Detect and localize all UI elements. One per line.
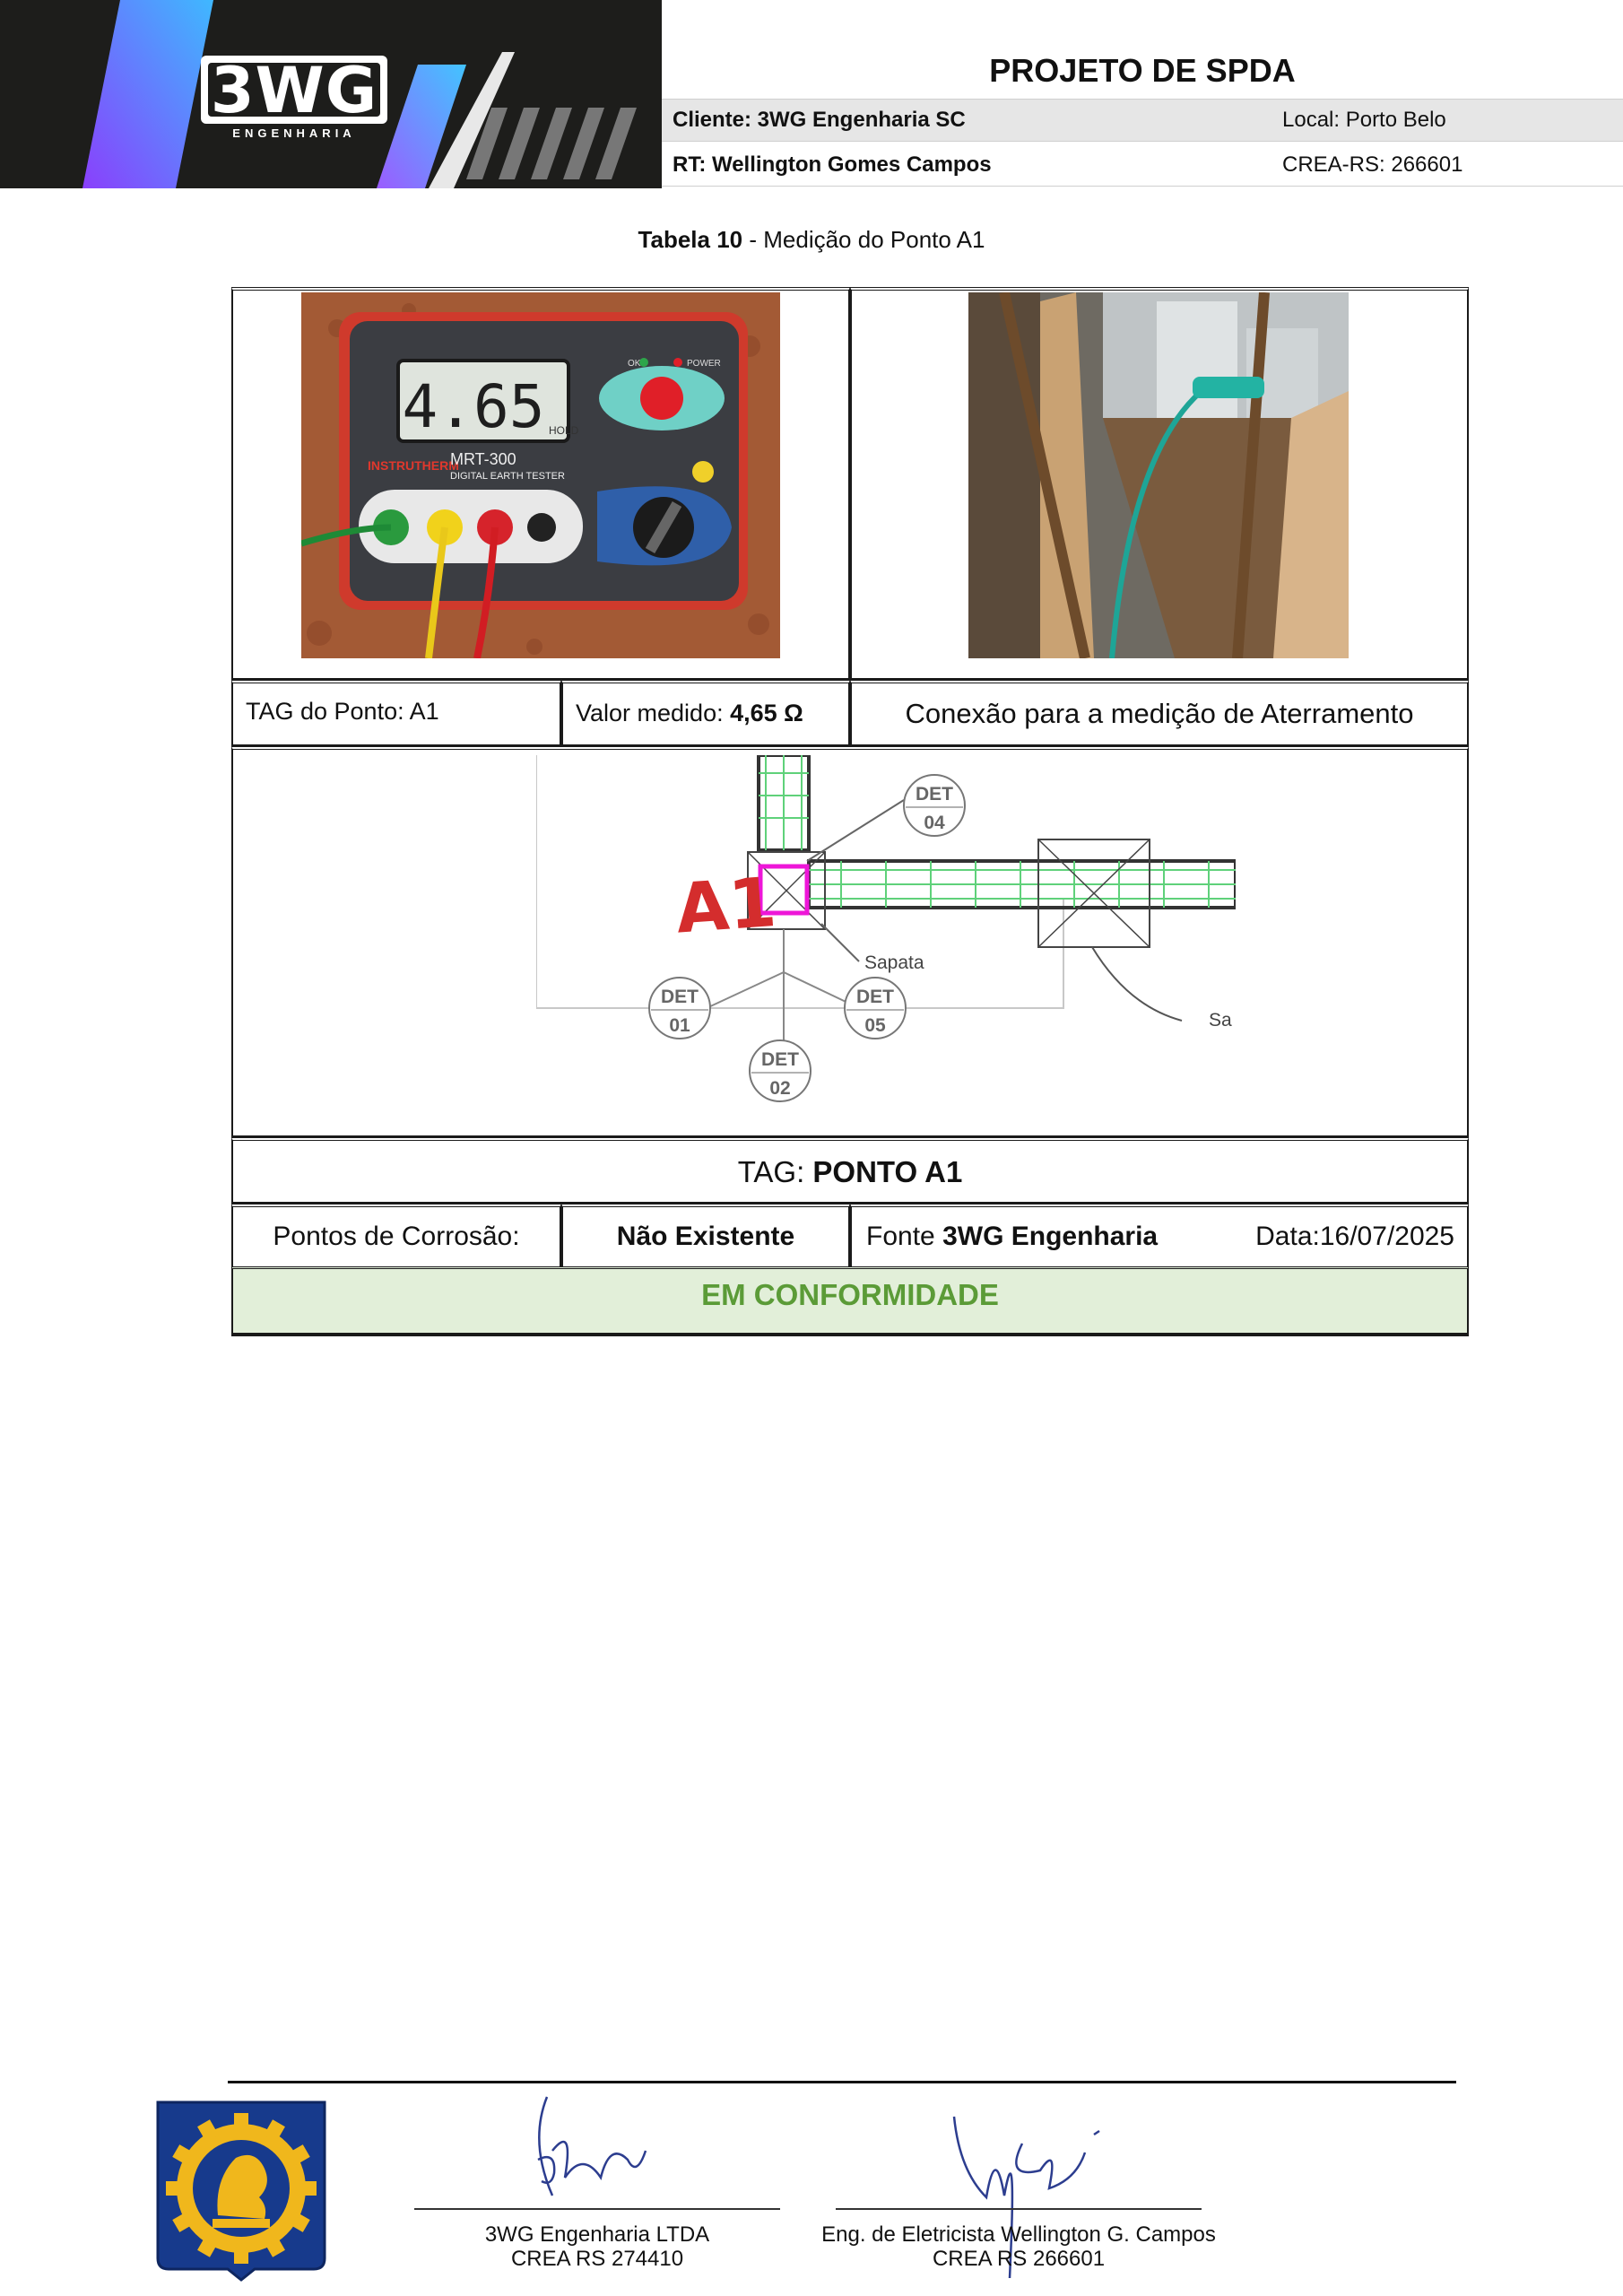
document-title: PROJETO DE SPDA bbox=[989, 52, 1296, 89]
table-caption bbox=[0, 226, 1623, 254]
measured-value-cell bbox=[561, 680, 850, 746]
source-text bbox=[866, 1222, 1158, 1252]
point-a1-label: A1 bbox=[673, 861, 779, 949]
meter-photo-cell bbox=[231, 287, 850, 680]
earth-tester-photo bbox=[301, 292, 780, 658]
det-05-number: 05 bbox=[864, 1015, 886, 1036]
source-date-cell bbox=[850, 1204, 1469, 1268]
det-01-number: 01 bbox=[669, 1015, 690, 1036]
location-label: Local: Porto Belo bbox=[1282, 108, 1446, 132]
det-02-word: DET bbox=[761, 1049, 799, 1070]
logo-subtext: ENGENHARIA bbox=[232, 126, 356, 140]
grounding-plan-drawing bbox=[536, 755, 1236, 1114]
meter-ok-label: OK bbox=[628, 359, 641, 369]
meter-display: 4.65 bbox=[402, 372, 545, 441]
client-label: Cliente: 3WG Engenharia SC bbox=[673, 108, 966, 132]
corrosion-value: Não Existente bbox=[616, 1222, 795, 1251]
measured-value-text bbox=[576, 700, 803, 727]
det-04-marker bbox=[904, 775, 965, 836]
meter-brand: INSTRUTHERM bbox=[368, 458, 459, 473]
det-02-marker bbox=[750, 1040, 811, 1101]
signature-1-icon bbox=[502, 2088, 690, 2213]
measured-value: 4,65 Ω bbox=[730, 700, 803, 726]
caption-rest: - Medição do Ponto A1 bbox=[742, 226, 985, 253]
connection-photo-cell bbox=[850, 287, 1469, 680]
tag-row-cell bbox=[231, 1137, 1469, 1204]
status-cell bbox=[231, 1266, 1469, 1336]
det-02-number: 02 bbox=[769, 1078, 791, 1099]
caption-bold: Tabela 10 bbox=[638, 226, 743, 253]
sapata-label: Sapata bbox=[864, 952, 924, 973]
date-text: Data:16/07/2025 bbox=[1255, 1222, 1454, 1251]
connection-label-cell bbox=[850, 680, 1469, 746]
source-value: 3WG Engenharia bbox=[942, 1222, 1159, 1251]
signer-2-block bbox=[791, 2222, 1246, 2271]
tag-row-value: PONTO A1 bbox=[812, 1155, 963, 1188]
tag-point-label: TAG do Ponto: A1 bbox=[246, 698, 439, 725]
meter-hold-label: HOLD bbox=[549, 424, 579, 437]
connection-photo bbox=[968, 292, 1349, 658]
det-04-word: DET bbox=[916, 784, 953, 804]
logo-text: 3WG bbox=[210, 54, 378, 127]
det-01-marker bbox=[649, 978, 710, 1039]
corrosion-value-cell bbox=[561, 1204, 850, 1268]
meter-power-label: POWER bbox=[687, 359, 721, 369]
rt-label: RT: Wellington Gomes Campos bbox=[673, 152, 992, 177]
signer-1-name: 3WG Engenharia LTDA bbox=[484, 2222, 710, 2247]
meter-model: MRT-300 bbox=[450, 450, 516, 468]
header-logo-banner bbox=[0, 0, 662, 188]
signer-1-block bbox=[414, 2222, 780, 2271]
corrosion-label-cell bbox=[231, 1204, 561, 1268]
crea-seal-icon bbox=[154, 2099, 328, 2282]
det-01-word: DET bbox=[661, 987, 699, 1007]
det-05-marker bbox=[845, 978, 906, 1039]
header-client-row bbox=[662, 99, 1623, 142]
connection-label: Conexão para a medição de Aterramento bbox=[905, 698, 1414, 729]
signature-2-line bbox=[836, 2208, 1202, 2210]
crea-label: CREA-RS: 266601 bbox=[1282, 152, 1463, 177]
det-05-word: DET bbox=[856, 987, 894, 1007]
signer-2-crea: CREA RS 266601 bbox=[932, 2247, 1106, 2271]
measured-value-label: Valor medido: bbox=[576, 700, 731, 726]
signer-2-name: Eng. de Eletricista Wellington G. Campos bbox=[821, 2222, 1216, 2247]
signer-1-crea: CREA RS 274410 bbox=[510, 2247, 684, 2271]
signature-1-line bbox=[414, 2208, 780, 2210]
meter-model-desc: DIGITAL EARTH TESTER bbox=[450, 471, 565, 482]
tag-row-prefix: TAG: bbox=[737, 1155, 813, 1188]
corrosion-label: Pontos de Corrosão: bbox=[273, 1222, 520, 1251]
source-prefix: Fonte bbox=[866, 1222, 943, 1251]
det-04-number: 04 bbox=[924, 813, 945, 833]
tag-point-cell bbox=[231, 680, 561, 746]
drawing-cell bbox=[231, 746, 1469, 1137]
sapata-label-2: Sa bbox=[1209, 1010, 1232, 1031]
header-rt-row bbox=[662, 144, 1623, 187]
footer-divider bbox=[228, 2081, 1456, 2083]
status-text: EM CONFORMIDADE bbox=[701, 1278, 999, 1311]
tag-row-text bbox=[233, 1155, 1467, 1189]
